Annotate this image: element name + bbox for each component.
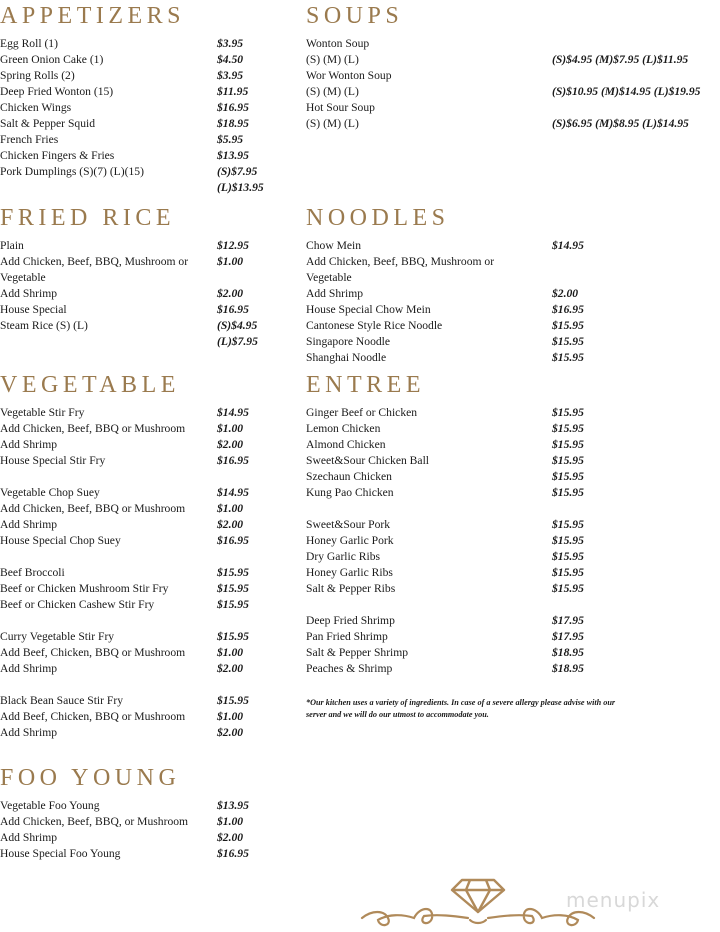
menu-item bbox=[306, 533, 584, 549]
vegetable-list bbox=[0, 405, 249, 741]
menu-item-name: Beef or Chicken Mushroom Stir Fry bbox=[0, 582, 169, 595]
menu-item bbox=[306, 549, 584, 565]
menu-item-price: $18.95 bbox=[552, 646, 584, 659]
menu-item-name: Chow Mein bbox=[306, 239, 362, 252]
menu-item bbox=[0, 798, 249, 814]
menu-item bbox=[0, 334, 258, 350]
menu-item-name: Beef Broccoli bbox=[0, 566, 65, 579]
menu-item-price: $2.00 bbox=[217, 831, 244, 844]
menu-item-price: $15.95 bbox=[217, 694, 249, 707]
menu-item-price: $15.95 bbox=[552, 550, 584, 563]
menu-item-price: $3.95 bbox=[217, 37, 244, 50]
soups-list bbox=[306, 36, 701, 132]
menu-item-name: House Special Chop Suey bbox=[0, 534, 121, 547]
menu-item-name: Dry Garlic Ribs bbox=[306, 550, 381, 563]
menu-item bbox=[306, 453, 584, 469]
spacer bbox=[0, 549, 180, 565]
spacer bbox=[0, 469, 180, 485]
menu-item-name: Add Chicken, Beef, BBQ, Mushroom or bbox=[306, 255, 495, 268]
menu-item bbox=[0, 709, 244, 725]
menu-item bbox=[306, 68, 403, 84]
vegetable-heading: VEGETABLE bbox=[0, 372, 180, 398]
fried-rice-heading: FRIED RICE bbox=[0, 205, 176, 231]
menu-item-price: $15.95 bbox=[217, 598, 249, 611]
menu-item-name: Add Chicken, Beef, BBQ or Mushroom bbox=[0, 422, 186, 435]
menu-item-name: Add Shrimp bbox=[0, 831, 58, 844]
menupix-watermark: menupix bbox=[566, 888, 661, 912]
menu-item-price: $18.95 bbox=[217, 117, 249, 130]
menu-item bbox=[306, 116, 689, 132]
menu-item bbox=[0, 645, 244, 661]
menu-item-name: Chicken Fingers & Fries bbox=[0, 149, 115, 162]
menu-item bbox=[0, 629, 249, 645]
menu-item-price: $17.95 bbox=[552, 614, 584, 627]
menu-item bbox=[0, 501, 244, 517]
noodles-list bbox=[306, 238, 584, 366]
menu-item-price: (S)$7.95 bbox=[217, 165, 258, 178]
menu-item-name: Vegetable Foo Young bbox=[0, 799, 100, 812]
menu-item bbox=[0, 180, 264, 196]
menu-item bbox=[0, 437, 244, 453]
foo-young-heading: FOO YOUNG bbox=[0, 765, 181, 791]
menu-item bbox=[306, 302, 584, 318]
menu-item bbox=[306, 318, 584, 334]
menu-item-price: $15.95 bbox=[552, 438, 584, 451]
menu-item bbox=[0, 421, 244, 437]
menu-item-price: (S)$4.95 (M)$7.95 (L)$11.95 bbox=[552, 53, 689, 66]
menu-item bbox=[0, 565, 249, 581]
menu-item bbox=[0, 52, 244, 68]
menu-item bbox=[0, 533, 249, 549]
menu-item-price: $18.95 bbox=[552, 662, 584, 675]
menu-item bbox=[0, 485, 249, 501]
menu-item-name: Singapore Noodle bbox=[306, 335, 391, 348]
menu-item-name: Pork Dumplings (S)(7) (L)(15) bbox=[0, 165, 144, 178]
menu-item bbox=[306, 661, 584, 677]
menu-item-name: Lemon Chicken bbox=[306, 422, 381, 435]
menu-item bbox=[0, 132, 244, 148]
menu-item-name: Honey Garlic Ribs bbox=[306, 566, 393, 579]
menu-item bbox=[0, 597, 249, 613]
menu-item-name: Curry Vegetable Stir Fry bbox=[0, 630, 115, 643]
menu-item-price: $2.00 bbox=[552, 287, 579, 300]
menu-item bbox=[0, 164, 258, 180]
menu-item-name: French Fries bbox=[0, 133, 59, 146]
menu-item-name: Add Shrimp bbox=[0, 662, 58, 675]
menu-item-price: $14.95 bbox=[217, 486, 249, 499]
soups-heading: SOUPS bbox=[306, 3, 404, 29]
menu-item bbox=[306, 469, 584, 485]
menu-item bbox=[306, 645, 584, 661]
fried-rice-list bbox=[0, 238, 258, 350]
menu-item bbox=[306, 405, 584, 421]
menu-item bbox=[306, 100, 403, 116]
menu-item bbox=[306, 52, 689, 68]
menu-item-price: $2.00 bbox=[217, 726, 244, 739]
menu-item-price: (L)$7.95 bbox=[217, 335, 258, 348]
menu-item bbox=[0, 116, 249, 132]
menu-item-name: Chicken Wings bbox=[0, 101, 72, 114]
menu-item-name: (S) (M) (L) bbox=[306, 117, 359, 130]
menu-item bbox=[306, 421, 584, 437]
menu-item-price: (S)$10.95 (M)$14.95 (L)$19.95 bbox=[552, 85, 701, 98]
menu-item-price: $16.95 bbox=[217, 534, 249, 547]
menu-item-price: $1.00 bbox=[217, 255, 244, 268]
menu-item bbox=[0, 453, 249, 469]
menu-item-price: $15.95 bbox=[552, 335, 584, 348]
menu-item-price: $16.95 bbox=[217, 454, 249, 467]
fried-rice-section bbox=[0, 204, 258, 350]
menu-item bbox=[306, 254, 495, 270]
menu-item-name: Salt & Pepper Squid bbox=[0, 117, 96, 130]
menu-item-price: $16.95 bbox=[552, 303, 584, 316]
menu-item-price: $4.50 bbox=[217, 53, 244, 66]
menu-item bbox=[0, 148, 249, 164]
menu-item-price: $17.95 bbox=[552, 630, 584, 643]
menu-item bbox=[0, 100, 249, 116]
menu-item-price: $14.95 bbox=[217, 406, 249, 419]
menu-item bbox=[306, 84, 701, 100]
menu-item-price: $13.95 bbox=[217, 149, 249, 162]
menu-item bbox=[0, 830, 244, 846]
menu-item-name: Wonton Soup bbox=[306, 37, 370, 50]
menu-item-price: $15.95 bbox=[552, 454, 584, 467]
menu-item-price: $16.95 bbox=[217, 847, 249, 860]
allergy-note: *Our kitchen uses a variety of ingredients. In case of a severe allergy please advise with our server and we will do our utmost to accommodate you. bbox=[306, 698, 616, 719]
menu-item-price: $2.00 bbox=[217, 438, 244, 451]
menu-item-name: Add Chicken, Beef, BBQ, or Mushroom bbox=[0, 815, 189, 828]
menu-item bbox=[0, 517, 244, 533]
menu-item-price: $15.95 bbox=[552, 566, 584, 579]
menu-item-price: (S)$4.95 bbox=[217, 319, 258, 332]
menu-item-name: Szechaun Chicken bbox=[306, 470, 392, 483]
entree-heading: ENTREE bbox=[306, 372, 425, 398]
spacer bbox=[0, 677, 180, 693]
menu-item-name: House Special Stir Fry bbox=[0, 454, 106, 467]
menu-item-price: $1.00 bbox=[217, 815, 244, 828]
menu-item bbox=[0, 693, 249, 709]
menu-item-name: Plain bbox=[0, 239, 24, 252]
menu-item bbox=[306, 485, 584, 501]
menu-item-name: Vegetable Chop Suey bbox=[0, 486, 100, 499]
menu-item-name: Add Beef, Chicken, BBQ or Mushroom bbox=[0, 710, 186, 723]
menu-item-name: Sweet&Sour Chicken Ball bbox=[306, 454, 430, 467]
soups-section bbox=[306, 2, 701, 132]
menu-item bbox=[306, 565, 584, 581]
menu-item-price: $11.95 bbox=[217, 85, 249, 98]
menu-item-name: Add Shrimp bbox=[0, 438, 58, 451]
menu-item-name: Peaches & Shrimp bbox=[306, 662, 393, 675]
menu-item-name: Wor Wonton Soup bbox=[306, 69, 392, 82]
menu-item-name: Add Shrimp bbox=[306, 287, 364, 300]
menu-item-price: $1.00 bbox=[217, 710, 244, 723]
menu-item-price: $14.95 bbox=[552, 239, 584, 252]
menu-item-price: $2.00 bbox=[217, 287, 244, 300]
vegetable-section bbox=[0, 371, 249, 741]
menu-item bbox=[0, 286, 244, 302]
menu-item bbox=[0, 302, 249, 318]
menu-item-price: $3.95 bbox=[217, 69, 244, 82]
menu-item-name: Salt & Pepper Ribs bbox=[306, 582, 396, 595]
menu-item-name: Salt & Pepper Shrimp bbox=[306, 646, 409, 659]
menu-item bbox=[306, 350, 584, 366]
menu-item-price: $15.95 bbox=[552, 486, 584, 499]
menu-item-name: Add Shrimp bbox=[0, 518, 58, 531]
menu-item-name: House Special Foo Young bbox=[0, 847, 121, 860]
menu-item bbox=[0, 725, 244, 741]
menu-item-name: Vegetable bbox=[0, 271, 46, 284]
menu-item bbox=[306, 517, 584, 533]
menu-item-name: Add Chicken, Beef, BBQ or Mushroom bbox=[0, 502, 186, 515]
menu-item-name: Cantonese Style Rice Noodle bbox=[306, 319, 443, 332]
menu-item bbox=[306, 270, 450, 286]
menu-item bbox=[0, 270, 175, 286]
spacer bbox=[0, 613, 180, 629]
menu-item-price: $1.00 bbox=[217, 422, 244, 435]
menu-item bbox=[0, 36, 244, 52]
menu-item bbox=[306, 36, 403, 52]
menu-item-price: $15.95 bbox=[552, 319, 584, 332]
menu-item-price: $15.95 bbox=[552, 470, 584, 483]
menu-item-name: Ginger Beef or Chicken bbox=[306, 406, 418, 419]
menu-item bbox=[0, 238, 249, 254]
menu-item bbox=[0, 318, 258, 334]
menu-item-name: Add Beef, Chicken, BBQ or Mushroom bbox=[0, 646, 186, 659]
menu-item-price: $15.95 bbox=[552, 406, 584, 419]
menu-item-name: Egg Roll (1) bbox=[0, 37, 58, 50]
menu-item bbox=[0, 846, 249, 862]
menu-item bbox=[0, 254, 244, 270]
appetizers-section bbox=[0, 2, 264, 196]
menu-item bbox=[306, 286, 579, 302]
foo-young-section bbox=[0, 764, 249, 862]
menu-item-name: Kung Pao Chicken bbox=[306, 486, 394, 499]
menu-item-name: Beef or Chicken Cashew Stir Fry bbox=[0, 598, 155, 611]
appetizers-heading: APPETIZERS bbox=[0, 3, 186, 29]
menu-item bbox=[0, 405, 249, 421]
menu-item-name: Hot Sour Soup bbox=[306, 101, 375, 114]
menu-item-name: Shanghai Noodle bbox=[306, 351, 387, 364]
menu-item-name: Honey Garlic Pork bbox=[306, 534, 394, 547]
menu-item-price: $15.95 bbox=[217, 566, 249, 579]
menu-item-price: $15.95 bbox=[552, 351, 584, 364]
menu-item-price: $13.95 bbox=[217, 799, 249, 812]
menu-item-price: $2.00 bbox=[217, 518, 244, 531]
menu-item-price: $15.95 bbox=[552, 582, 584, 595]
menu-item-price: $16.95 bbox=[217, 303, 249, 316]
appetizers-list bbox=[0, 36, 264, 196]
menu-item bbox=[0, 581, 249, 597]
menu-item-price: $12.95 bbox=[217, 239, 249, 252]
entree-section bbox=[306, 371, 584, 677]
menu-item bbox=[0, 661, 244, 677]
noodles-heading: NOODLES bbox=[306, 205, 450, 231]
entree-list bbox=[306, 405, 584, 677]
menu-item-name: Deep Fried Shrimp bbox=[306, 614, 395, 627]
menu-item-name: Vegetable bbox=[306, 271, 352, 284]
menu-item bbox=[306, 334, 584, 350]
menu-item bbox=[306, 581, 584, 597]
menu-item-name: Sweet&Sour Pork bbox=[306, 518, 391, 531]
menu-item bbox=[0, 84, 249, 100]
menu-item bbox=[306, 629, 584, 645]
menu-item-price: $1.00 bbox=[217, 646, 244, 659]
menu-item-name: (S) (M) (L) bbox=[306, 85, 359, 98]
menu-item-price: $5.95 bbox=[217, 133, 244, 146]
menu-item-name: Vegetable Stir Fry bbox=[0, 406, 85, 419]
menu-item-price: (S)$6.95 (M)$8.95 (L)$14.95 bbox=[552, 117, 689, 130]
spacer bbox=[306, 597, 425, 613]
menu-item-price: $1.00 bbox=[217, 502, 244, 515]
menu-item bbox=[306, 437, 584, 453]
menu-item-name: Green Onion Cake (1) bbox=[0, 53, 104, 66]
menu-item-price: $15.95 bbox=[217, 630, 249, 643]
menu-item-name: Spring Rolls (2) bbox=[0, 69, 75, 82]
menu-item-name: Add Shrimp bbox=[0, 287, 58, 300]
menu-item-name: Pan Fried Shrimp bbox=[306, 630, 388, 643]
menu-item bbox=[306, 238, 584, 254]
spacer bbox=[306, 501, 425, 517]
menu-item-price: (L)$13.95 bbox=[217, 181, 264, 194]
menu-item bbox=[0, 68, 244, 84]
menu-item-price: $15.95 bbox=[552, 518, 584, 531]
menu-item-name: Deep Fried Wonton (15) bbox=[0, 85, 114, 98]
menu-item bbox=[306, 613, 584, 629]
noodles-section bbox=[306, 204, 584, 366]
menu-item-name: Add Chicken, Beef, BBQ, Mushroom or bbox=[0, 255, 189, 268]
menu-item-name: (S) (M) (L) bbox=[306, 53, 359, 66]
menu-item-price: $15.95 bbox=[552, 422, 584, 435]
foo-young-list bbox=[0, 798, 249, 862]
menu-item-name: Steam Rice (S) (L) bbox=[0, 319, 88, 332]
diamond-flourish-icon bbox=[358, 870, 598, 930]
menu-item-price: $2.00 bbox=[217, 662, 244, 675]
menu-item-name: Black Bean Sauce Stir Fry bbox=[0, 694, 123, 707]
menu-item-name: House Special Chow Mein bbox=[306, 303, 431, 316]
menu-item-name: Almond Chicken bbox=[306, 438, 386, 451]
menu-item-price: $15.95 bbox=[552, 534, 584, 547]
menu-item-name: Add Shrimp bbox=[0, 726, 58, 739]
menu-item bbox=[0, 814, 244, 830]
menu-item-name: House Special bbox=[0, 303, 67, 316]
menu-item-price: $15.95 bbox=[217, 582, 249, 595]
menu-item-price: $16.95 bbox=[217, 101, 249, 114]
